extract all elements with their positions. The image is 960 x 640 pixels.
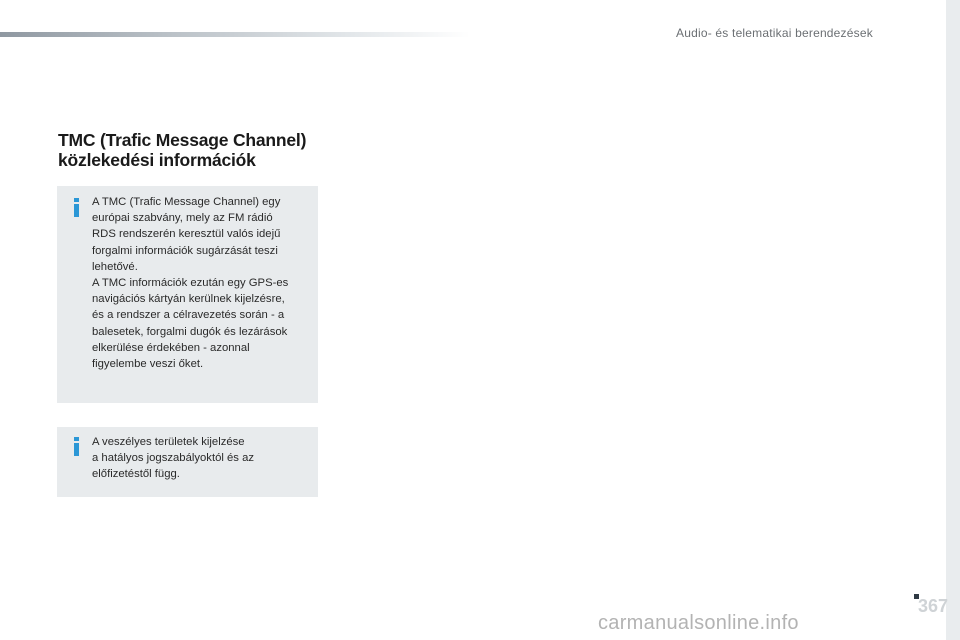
info-box-text — [92, 434, 310, 483]
info-paragraph: A TMC információk ezután egy GPS-es navigációs kártyán kerülnek kijelzésre, és a rendszer a célravezetés során - a balesetek, forgalmi dugók és lezárások elkerülése érdekében - azonnal figyelembe veszi őket. — [92, 277, 289, 371]
info-icon — [73, 198, 79, 217]
info-icon — [73, 437, 79, 456]
section-heading — [58, 130, 348, 170]
watermark-text: carmanualsonline.info — [598, 612, 799, 634]
chapter-title: Audio- és telematikai berendezések — [676, 26, 873, 40]
page-number: 367 — [918, 596, 949, 616]
info-paragraph: A TMC (Trafic Message Channel) egy európai szabvány, mely az FM rádió RDS rendszerén keresztül valós idejű forgalmi információk sugárzását teszi lehetővé. — [92, 196, 281, 273]
section-heading-line-1: TMC (Trafic Message Channel) — [58, 130, 307, 150]
info-box-text — [92, 194, 310, 372]
section-heading-line-2: közlekedési információk — [58, 150, 256, 170]
info-box-tmc — [57, 186, 318, 403]
header-gradient-bar — [0, 32, 470, 37]
info-box-danger-zones — [57, 427, 318, 497]
info-paragraph: A veszélyes területek kijelzése a hatályos jogszabályoktól és az előfizetéstől függ. — [92, 436, 255, 481]
page-edge-strip — [946, 0, 960, 640]
